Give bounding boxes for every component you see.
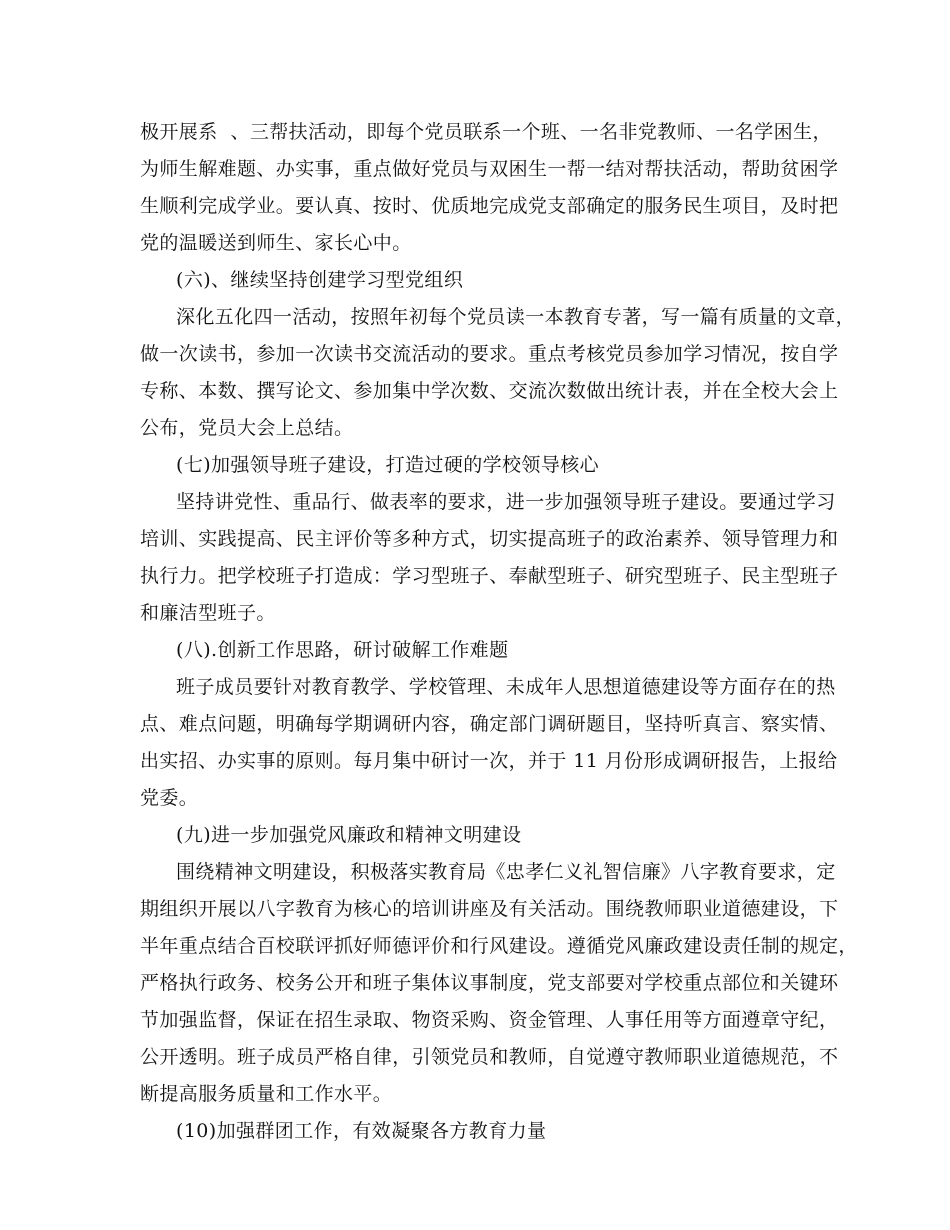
paragraph-line: 党委。 [140, 787, 199, 809]
paragraph-line: 生顺利完成学业。要认真、按时、优质地完成党支部确定的服务民生项目，及时把 [140, 195, 839, 217]
paragraph-line: 节加强监督，保证在招生录取、物资采购、资金管理、人事任用等方面遵章守纪， [140, 1009, 839, 1031]
paragraph-line: 围绕精神文明建设，积极落实教育局《忠孝仁义礼智信廉》八字教育要求，定 [176, 861, 836, 883]
section-heading: (九)进一步加强党风廉政和精神文明建设 [176, 824, 522, 846]
paragraph-line: 半年重点结合百校联评抓好师德评价和行风建设。遵循党风廉政建设责任制的规定， [140, 935, 858, 957]
paragraph-line: 极开展系 、三帮扶活动，即每个党员联系一个班、一名非党教师、一名学困生， [140, 121, 832, 143]
paragraph-line: 坚持讲党性、重品行、做表率的要求，进一步加强领导班子建设。要通过学习 [176, 491, 836, 513]
paragraph-line: 出实招、办实事的原则。每月集中研讨一次，并于 11 月份形成调研报告，上报给 [140, 750, 838, 772]
paragraph-line: 点、难点问题，明确每学期调研内容，确定部门调研题目，坚持听真言、察实情、 [140, 713, 839, 735]
paragraph-line: 执行力。把学校班子打造成：学习型班子、奉献型班子、研究型班子、民主型班子 [140, 565, 839, 587]
paragraph-line: 党的温暖送到师生、家长心中。 [140, 232, 412, 254]
paragraph-line: 和廉洁型班子。 [140, 602, 276, 624]
paragraph-line: 公开透明。班子成员严格自律，引领党员和教师，自觉遵守教师职业道德规范，不 [140, 1046, 839, 1068]
section-heading: (六)、继续坚持创建学习型党组织 [176, 269, 464, 291]
paragraph-line: 严格执行政务、校务公开和班子集体议事制度，党支部要对学校重点部位和关键环 [140, 972, 839, 994]
section-heading: (10)加强群团工作，有效凝聚各方教育力量 [176, 1120, 547, 1142]
section-heading: (八).创新工作思路，研讨破解工作难题 [176, 639, 509, 661]
paragraph-line: 公布，党员大会上总结。 [140, 417, 354, 439]
paragraph-line: 期组织开展以八字教育为核心的培训讲座及有关活动。围绕教师职业道德建设，下 [140, 898, 839, 920]
paragraph-line: 班子成员要针对教育教学、学校管理、未成年人思想道德建设等方面存在的热 [176, 676, 836, 698]
paragraph-line: 做一次读书，参加一次读书交流活动的要求。重点考核党员参加学习情况，按自学 [140, 343, 839, 365]
paragraph-line: 断提高服务质量和工作水平。 [140, 1083, 393, 1105]
section-heading: (七)加强领导班子建设，打造过硬的学校领导核心 [176, 454, 600, 476]
paragraph-line: 培训、实践提高、民主评价等多种方式，切实提高班子的政治素养、领导管理力和 [140, 528, 839, 550]
paragraph-line: 深化五化四一活动，按照年初每个党员读一本教育专著，写一篇有质量的文章， [176, 306, 856, 328]
paragraph-line: 为师生解难题、办实事，重点做好党员与双困生一帮一结对帮扶活动，帮助贫困学 [140, 158, 839, 180]
paragraph-line: 专称、本数、撰写论文、参加集中学次数、交流次数做出统计表，并在全校大会上 [140, 380, 839, 402]
